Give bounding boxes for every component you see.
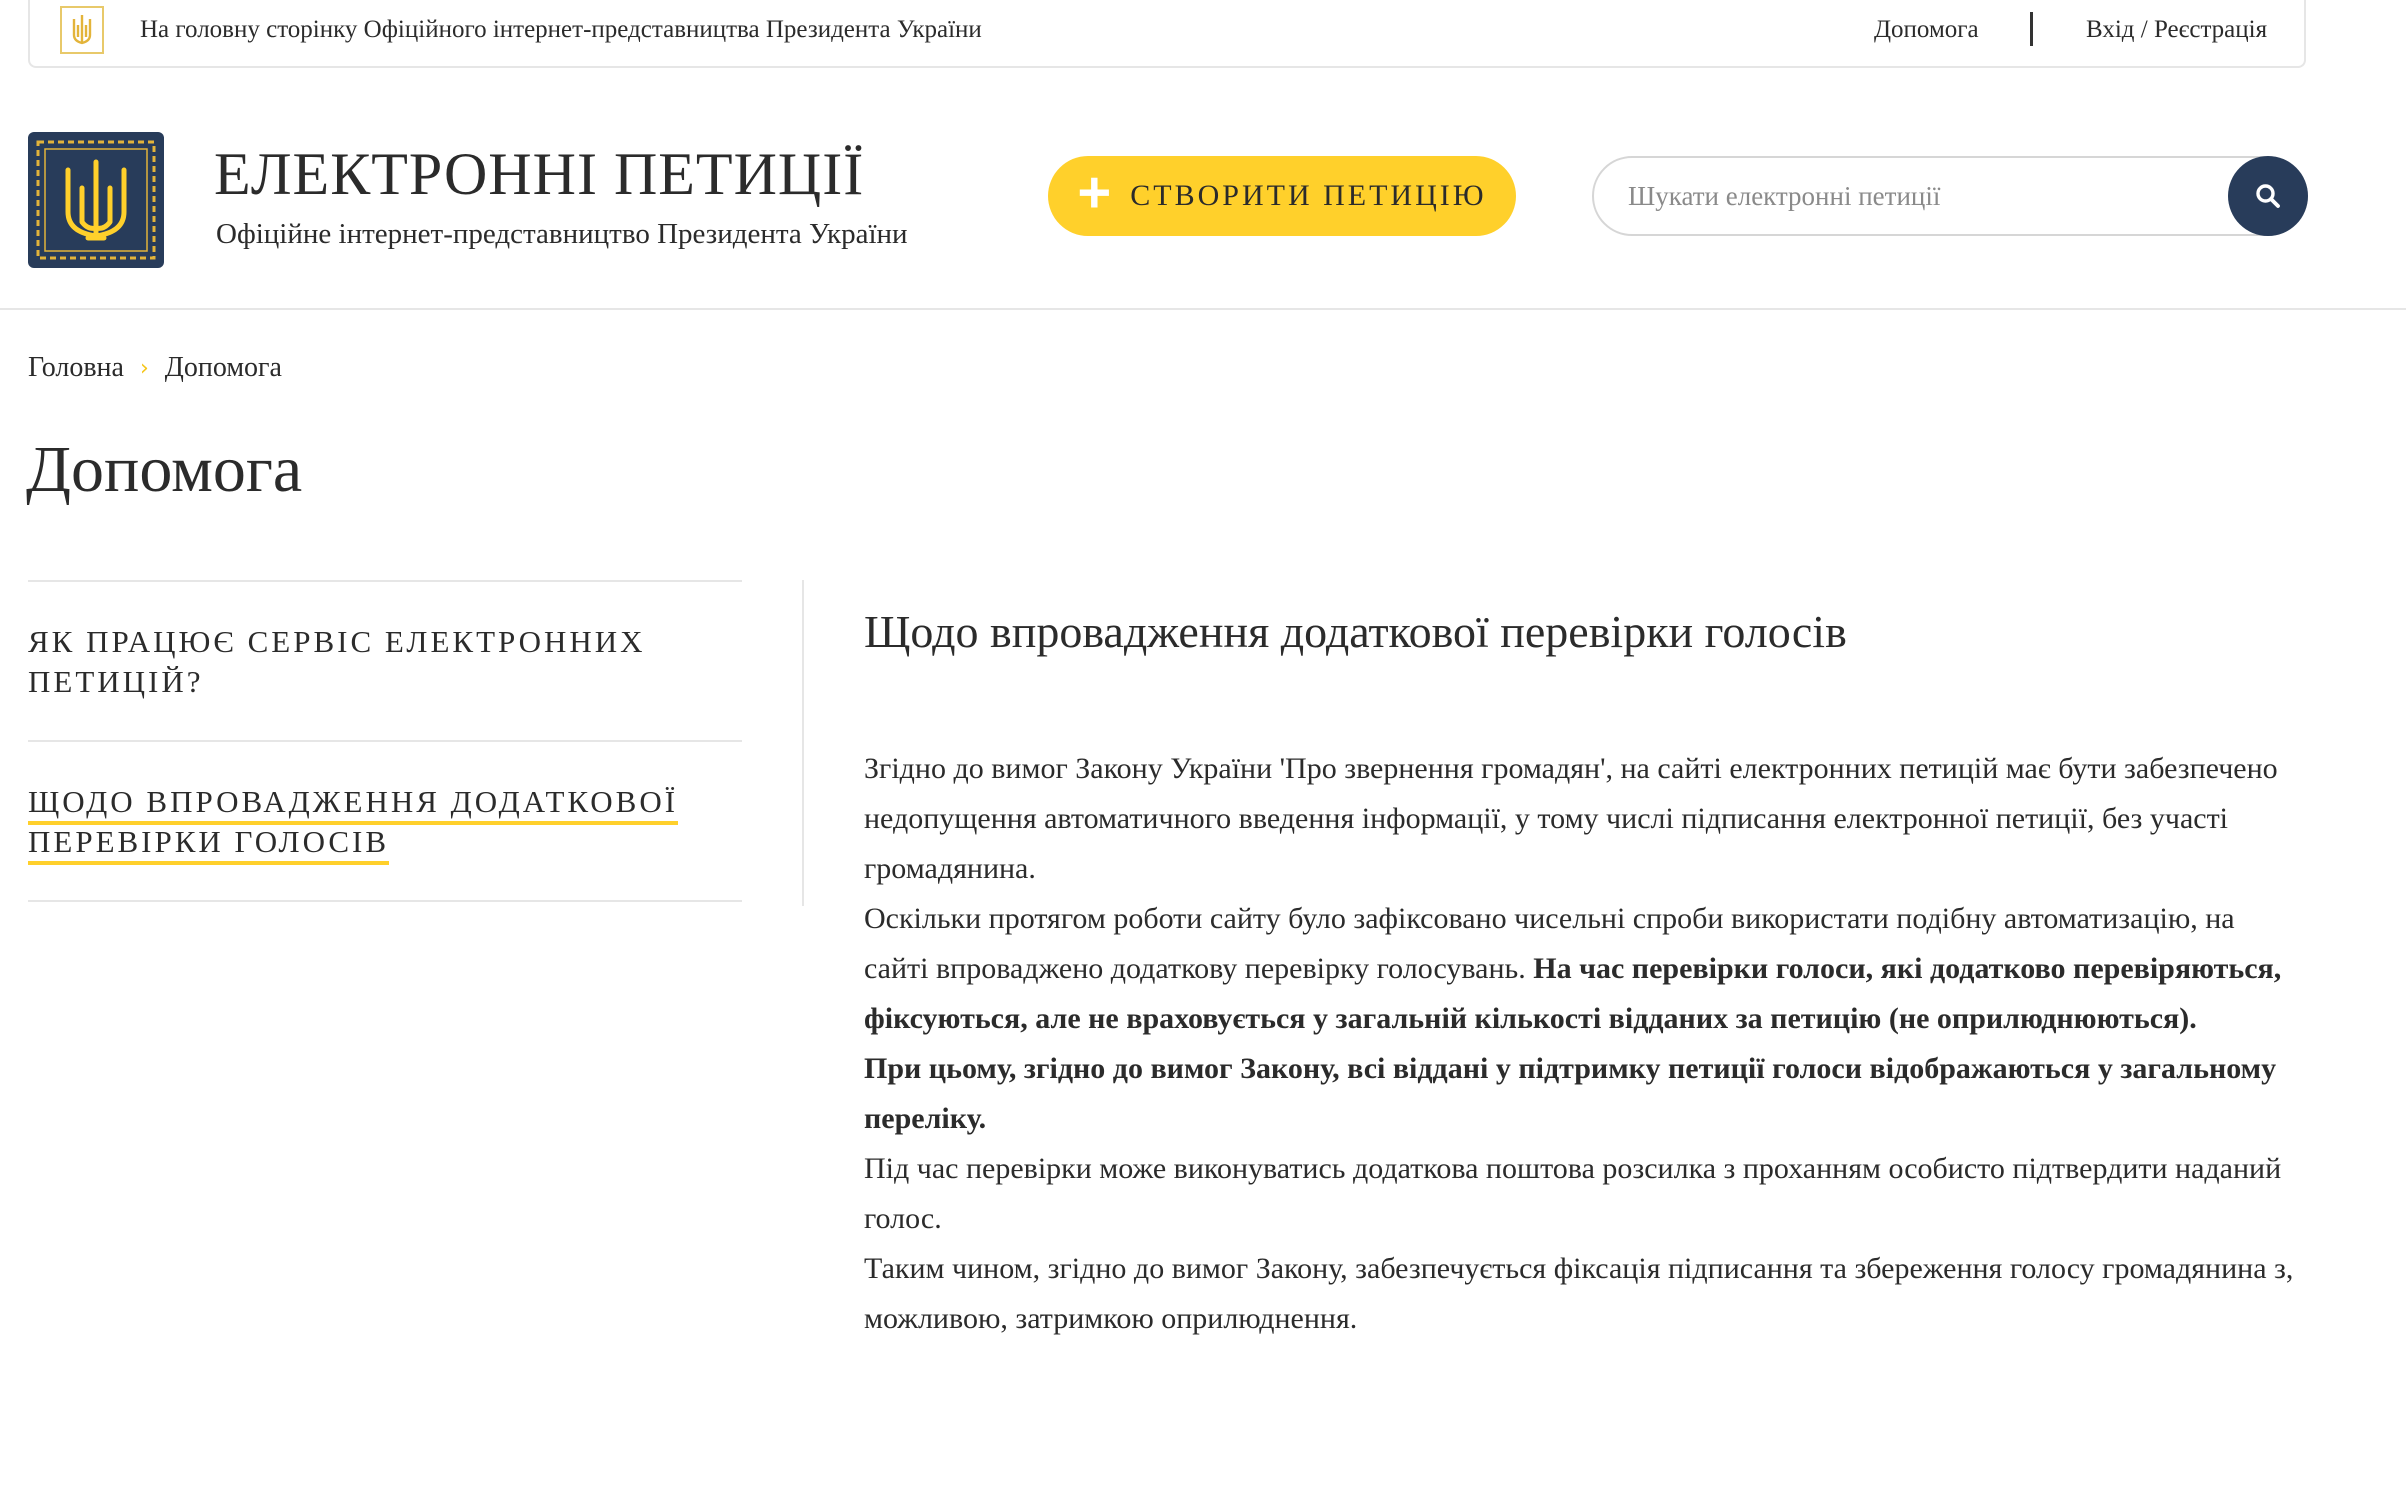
sidebar-divider <box>28 900 742 902</box>
top-utility-bar <box>28 0 2306 68</box>
help-sidebar <box>28 580 742 902</box>
breadcrumb-current: Допомога <box>164 352 282 383</box>
search-icon <box>2254 182 2282 210</box>
article-text: Оскільки протягом роботи сайту було зафіксовано чисельні спроби використати подібну автоматизацію, на сайті впроваджено додаткову перевірку голосувань. <box>864 902 2235 985</box>
help-link[interactable]: Допомога <box>1874 16 1979 43</box>
chevron-right-icon: › <box>139 355 149 381</box>
page-title: Допомога <box>26 433 303 506</box>
trident-mini-icon[interactable] <box>60 6 104 54</box>
topbar-divider <box>2030 12 2033 46</box>
create-petition-button[interactable] <box>1048 156 1516 236</box>
search-button[interactable] <box>2228 156 2308 236</box>
breadcrumb-home[interactable]: Головна <box>28 352 124 383</box>
trident-emblem-icon[interactable] <box>28 132 164 268</box>
search-box <box>1592 156 2308 236</box>
search-input[interactable] <box>1592 156 2308 236</box>
create-petition-label: СТВОРИТИ ПЕТИЦІЮ <box>1130 179 1487 212</box>
article-paragraph <box>864 894 2304 1044</box>
article-body <box>864 744 2304 1344</box>
article-paragraph: Під час перевірки може виконуватись додаткова поштова розсилка з проханням особисто підтвердити наданий голос. <box>864 1152 2282 1235</box>
home-site-link[interactable]: На головну сторінку Офіційного інтернет-представництва Президента України <box>140 16 982 43</box>
site-header <box>0 68 2406 310</box>
article-paragraph: Згідно до вимог Закону України 'Про звернення громадян', на сайті електронних петицій має бути забезпечено недопущення автоматичного введення інформації, у тому числі підписання електронної петиції, без участі громадянина. <box>864 752 2278 885</box>
article-bold-text: На час перевірки голоси, які додатково перевіряються, фіксуються, але не враховується у загальній кількості відданих за петицію (не оприлюднюються). <box>864 952 2282 1035</box>
site-title[interactable]: ЕЛЕКТРОННІ ПЕТИЦІЇ <box>214 141 865 207</box>
sidebar-item-vote-verification[interactable] <box>28 742 742 900</box>
site-subtitle: Офіційне інтернет-представництво Президента України <box>216 218 908 250</box>
login-register-link[interactable]: Вхід / Реєстрація <box>2086 16 2268 43</box>
article <box>864 602 2304 1344</box>
article-title: Щодо впровадження додаткової перевірки голосів <box>864 606 1847 657</box>
article-paragraph: Таким чином, згідно до вимог Закону, забезпечується фіксація підписання та збереження голосу громадянина з, можливою, затримкою оприлюднення. <box>864 1252 2294 1335</box>
sidebar-item-label: ЯК ПРАЦЮЄ СЕРВІС ЕЛЕКТРОННИХ ПЕТИЦІЙ? <box>28 624 646 699</box>
plus-icon: + <box>1077 160 1115 225</box>
article-paragraph <box>864 1044 2304 1144</box>
content-divider <box>802 580 804 906</box>
article-bold-text: При цьому, згідно до вимог Закону, всі віддані у підтримку петиції голоси відображаються у загальному переліку. <box>864 1052 2277 1135</box>
sidebar-item-how-it-works[interactable] <box>28 582 742 740</box>
sidebar-item-label: ЩОДО ВПРОВАДЖЕННЯ ДОДАТКОВОЇ ПЕРЕВІРКИ ГОЛОСІВ <box>28 784 678 865</box>
breadcrumb <box>28 352 282 384</box>
